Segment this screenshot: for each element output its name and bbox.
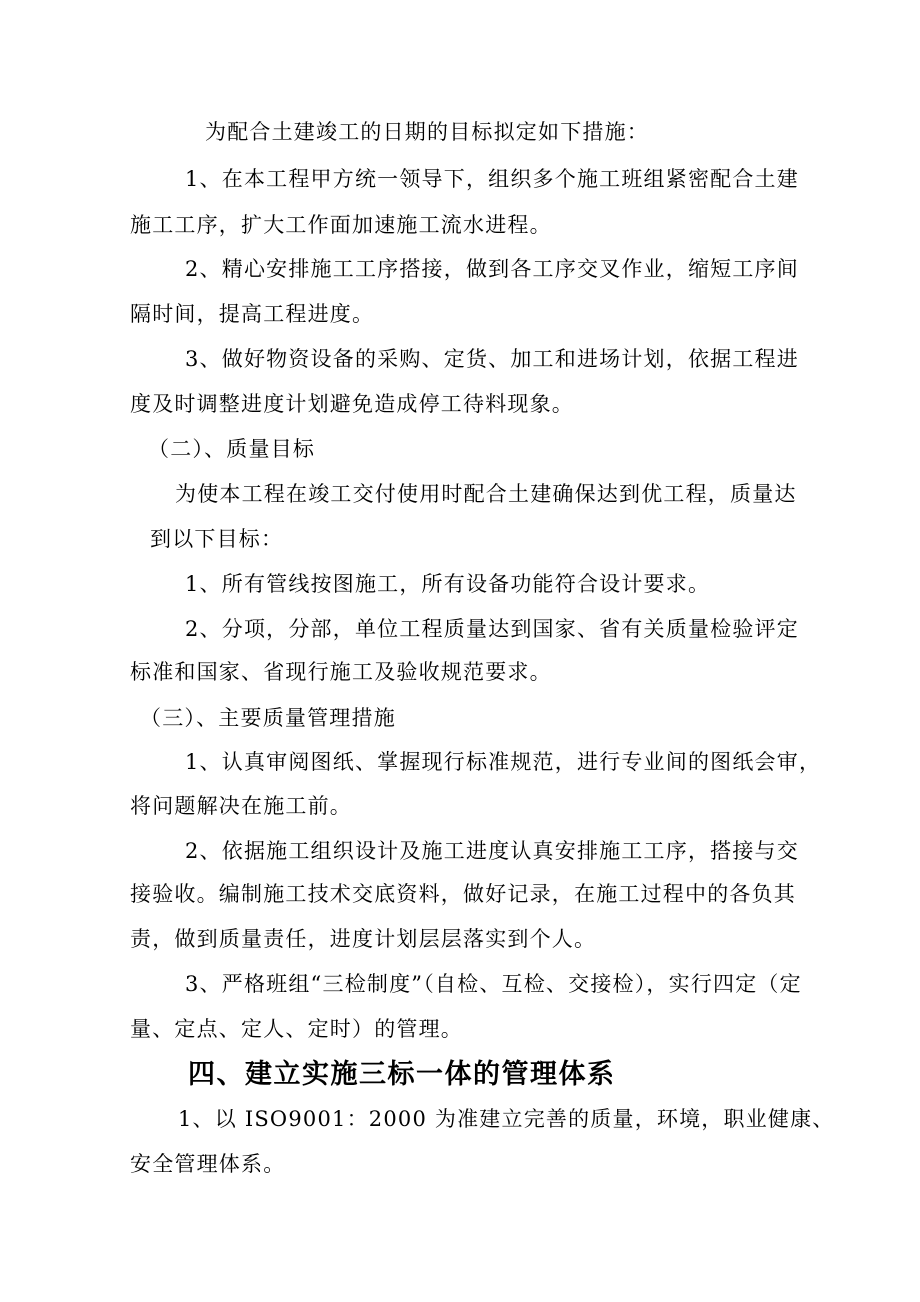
section-4-item-1-line-2: 安全管理体系。 [130, 1152, 286, 1176]
schedule-item-2-line-2: 隔时间，提高工程进度。 [130, 302, 375, 326]
quality-goal-item-2-line-2: 标准和国家、省现行施工及验收规范要求。 [130, 660, 552, 684]
section-4-item-1-line-1: 1、以 ISO9001：2000 为准建立完善的质量，环境，职业健康、 [178, 1107, 835, 1131]
schedule-item-1-line-2: 施工工序，扩大工作面加速施工流水进程。 [130, 213, 552, 237]
quality-goals-intro-line-2: 到以下目标： [150, 527, 284, 551]
schedule-item-3-line-2: 度及时调整进度计划避免造成停工待料现象。 [130, 392, 574, 416]
quality-measure-item-2-line-2: 接验收。编制施工技术交底资料，做好记录，在施工过程中的各负其 [130, 882, 796, 906]
quality-goals-intro-line-1: 为使本工程在竣工交付使用时配合土建确保达到优工程，质量达 [175, 482, 797, 506]
quality-measure-item-1-line-2: 将问题解决在施工前。 [130, 794, 352, 818]
quality-measure-item-2-line-3: 责，做到质量责任，进度计划层层落实到个人。 [130, 927, 597, 951]
quality-goals-title: （二）、质量目标 [148, 437, 316, 461]
quality-goal-item-2-line-1: 2、分项，分部，单位工程质量达到国家、省有关质量检验评定 [185, 617, 799, 641]
intro-text: 为配合土建竣工的日期的目标拟定如下措施： [205, 120, 649, 144]
quality-measures-title: （三）、主要质量管理措施 [140, 706, 396, 730]
schedule-item-3-line-1: 3、做好物资设备的采购、定货、加工和进场计划，依据工程进 [185, 347, 799, 371]
schedule-item-2-line-1: 2、精心安排施工工序搭接，做到各工序交叉作业，缩短工序间 [185, 257, 799, 281]
quality-measure-item-3-line-2: 量、定点、定人、定时）的管理。 [130, 1017, 463, 1041]
quality-measure-item-2-line-1: 2、依据施工组织设计及施工进度认真安排施工工序，搭接与交 [185, 839, 799, 863]
quality-measure-item-3-line-1: 3、严格班组“三检制度”（自检、互检、交接检），实行四定（定 [185, 972, 802, 996]
schedule-item-1-line-1: 1、在本工程甲方统一领导下，组织多个施工班组紧密配合土建 [185, 167, 799, 191]
quality-measure-item-1-line-1: 1、认真审阅图纸、掌握现行标准规范，进行专业间的图纸会审， [185, 750, 822, 774]
quality-goal-item-1: 1、所有管线按图施工，所有设备功能符合设计要求。 [185, 572, 711, 596]
section-4-heading: 四、建立实施三标一体的管理体系 [188, 1059, 616, 1090]
